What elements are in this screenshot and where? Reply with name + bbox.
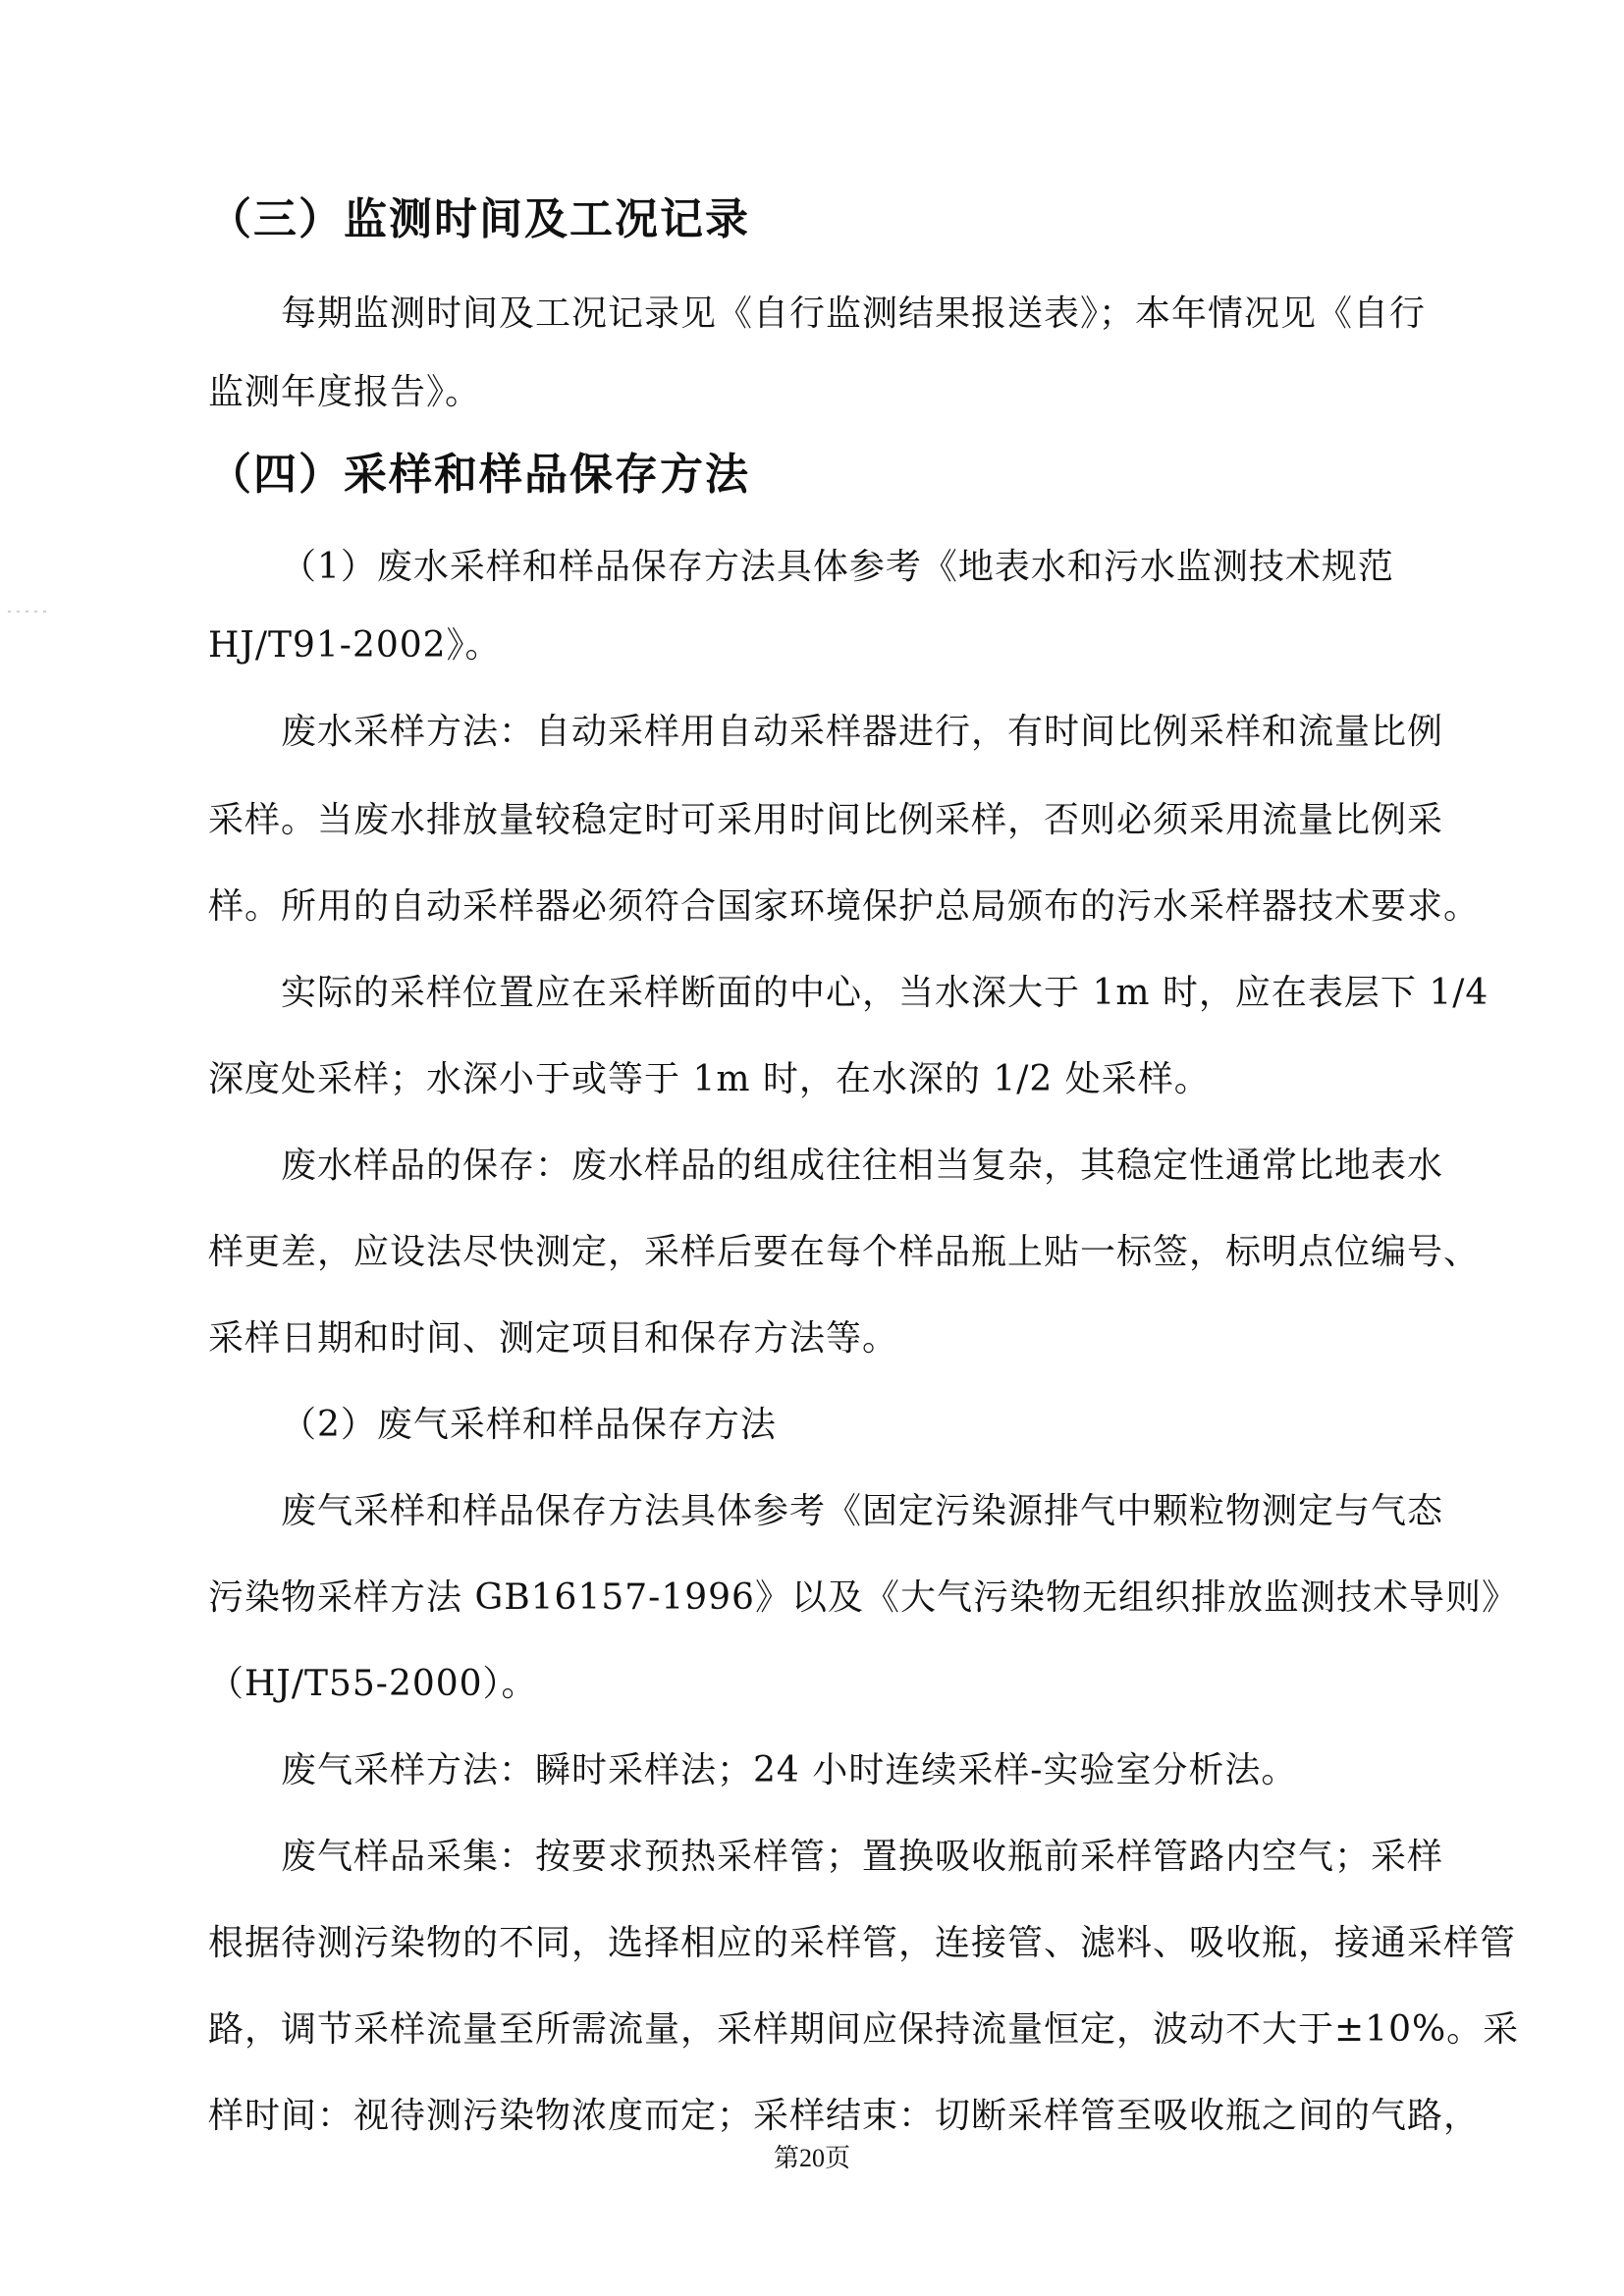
paragraph-line: 废水采样方法：自动采样用自动采样器进行，有时间比例采样和流量比例 [281, 712, 1444, 752]
paragraph-line: 每期监测时间及工况记录见《自行监测结果报送表》；本年情况见《自行 [281, 294, 1427, 334]
paragraph-line: （2）废气采样和样品保存方法 [281, 1405, 777, 1445]
paragraph-line: 样。所用的自动采样器必须符合国家环境保护总局颁布的污水采样器技术要求。 [208, 886, 1481, 927]
paragraph-line: 实际的采样位置应在采样断面的中心，当水深大于 1m 时，应在表层下 1/4 [281, 973, 1489, 1013]
section-heading-sampling-methods: （四）采样和样品保存方法 [208, 450, 750, 500]
scan-artifact [8, 611, 51, 613]
paragraph-line: 采样。当废水排放量较稳定时可采用时间比例采样，否则必须采用流量比例采 [208, 800, 1444, 840]
paragraph-line: 样时间：视待测污染物浓度而定；采样结束：切断采样管至吸收瓶之间的气路， [208, 2096, 1481, 2136]
paragraph-line: 废气采样方法：瞬时采样法；24 小时连续采样-实验室分析法。 [281, 1750, 1298, 1790]
section-heading-monitoring-time: （三）监测时间及工况记录 [208, 194, 750, 244]
paragraph-line: 路，调节采样流量至所需流量，采样期间应保持流量恒定，波动不大于±10%。采 [208, 2009, 1520, 2050]
paragraph-line: 废气采样和样品保存方法具体参考《固定污染源排气中颗粒物测定与气态 [281, 1491, 1444, 1531]
paragraph-line: 废水样品的保存：废水样品的组成往往相当复杂，其稳定性通常比地表水 [281, 1146, 1444, 1186]
paragraph-line: 根据待测污染物的不同，选择相应的采样管，连接管、滤料、吸收瓶，接通采样管 [208, 1923, 1517, 1963]
paragraph-line: 采样日期和时间、测定项目和保存方法等。 [208, 1318, 899, 1359]
paragraph-line: 监测年度报告》。 [208, 372, 482, 412]
paragraph-line: （1）废水采样和样品保存方法具体参考《地表水和污水监测技术规范 [281, 547, 1394, 587]
paragraph-line: 样更差，应设法尽快测定，采样后要在每个样品瓶上贴一标签，标明点位编号、 [208, 1232, 1481, 1272]
paragraph-line: 废气样品采集：按要求预热采样管；置换吸收瓶前采样管路内空气；采样 [281, 1837, 1444, 1877]
paragraph-line: （HJ/T55-2000）。 [208, 1664, 538, 1704]
paragraph-line: 污染物采样方法 GB16157-1996》以及《大气污染物无组织排放监测技术导则》 [208, 1577, 1518, 1618]
page-number: 第20页 [773, 2144, 850, 2172]
paragraph-line: HJ/T91-2002》。 [208, 625, 502, 666]
paragraph-line: 深度处采样；水深小于或等于 1m 时，在水深的 1/2 处采样。 [208, 1059, 1211, 1099]
